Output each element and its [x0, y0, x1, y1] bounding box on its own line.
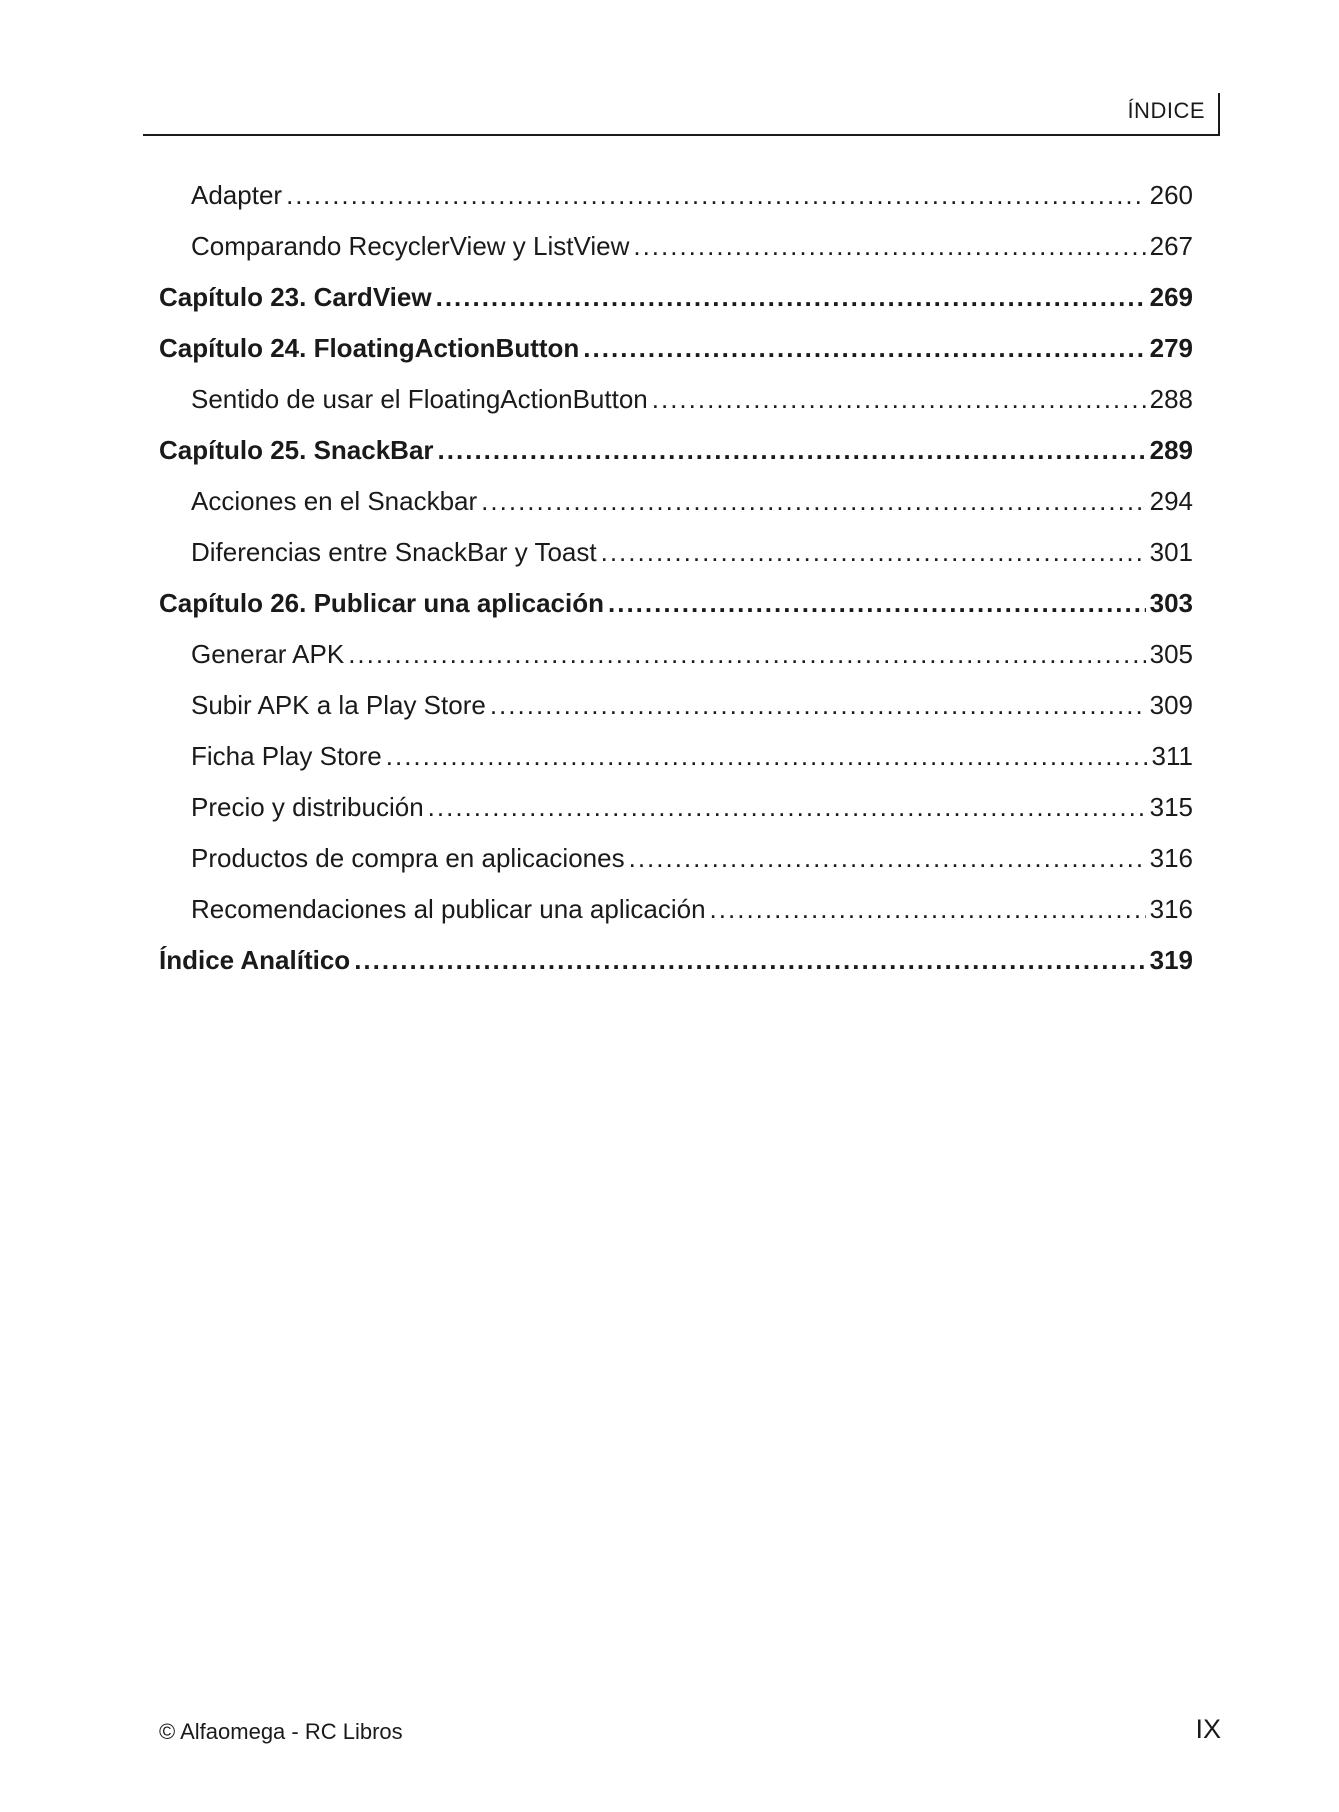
toc-section-entry[interactable]: [159, 884, 1193, 935]
toc-section-entry[interactable]: [159, 374, 1193, 425]
toc-dot-leader: [438, 425, 1146, 476]
toc-dot-leader: [601, 527, 1146, 578]
toc-dot-leader: [583, 323, 1145, 374]
toc-dot-leader: [608, 578, 1146, 629]
toc-dot-leader: [348, 629, 1145, 680]
toc-section-entry[interactable]: [159, 680, 1193, 731]
toc-section-entry[interactable]: [159, 527, 1193, 578]
toc-dot-leader: [428, 782, 1146, 833]
footer-copyright: © Alfaomega - RC Libros: [159, 1719, 403, 1744]
toc-section-entry[interactable]: [159, 221, 1193, 272]
toc-chapter-entry[interactable]: [159, 578, 1193, 629]
toc-entry-title: Capítulo 24. FloatingActionButton: [159, 333, 580, 363]
header-title: ÍNDICE: [1127, 98, 1205, 123]
toc-section-entry[interactable]: [159, 170, 1193, 221]
toc-dot-leader: [354, 935, 1145, 986]
toc-entry-title: Precio y distribución: [191, 792, 424, 822]
toc-entry-title: Comparando RecyclerView y ListView: [191, 231, 630, 261]
toc-entry-title: Generar APK: [191, 639, 345, 669]
toc-entry-page: 301: [1149, 537, 1193, 567]
toc-entry-page: 305: [1149, 639, 1193, 669]
toc-dot-leader: [710, 884, 1146, 935]
table-of-contents: [159, 170, 1193, 986]
toc-entry-page: 303: [1149, 588, 1193, 618]
toc-entry-title: Ficha Play Store: [191, 741, 382, 771]
toc-entry-page: 267: [1149, 231, 1193, 261]
toc-entry-page: 260: [1149, 180, 1193, 210]
toc-section-entry[interactable]: [159, 833, 1193, 884]
toc-entry-page: 316: [1149, 894, 1193, 924]
toc-dot-leader: [633, 221, 1145, 272]
toc-dot-leader: [652, 374, 1146, 425]
toc-entry-page: 294: [1149, 486, 1193, 516]
toc-entry-page: 315: [1149, 792, 1193, 822]
toc-section-entry[interactable]: [159, 629, 1193, 680]
toc-dot-leader: [436, 272, 1146, 323]
toc-section-entry[interactable]: [159, 731, 1193, 782]
toc-entry-title: Diferencias entre SnackBar y Toast: [191, 537, 597, 567]
toc-entry-page: 319: [1149, 945, 1193, 975]
toc-entry-title: Capítulo 26. Publicar una aplicación: [159, 588, 604, 618]
toc-section-entry[interactable]: [159, 782, 1193, 833]
toc-chapter-entry[interactable]: [159, 323, 1193, 374]
toc-dot-leader: [286, 170, 1146, 221]
toc-dot-leader: [481, 476, 1145, 527]
toc-entry-page: 289: [1149, 435, 1193, 465]
toc-chapter-entry[interactable]: [159, 935, 1193, 986]
toc-entry-title: Sentido de usar el FloatingActionButton: [191, 384, 648, 414]
header-divider: [1218, 93, 1220, 136]
toc-entry-page: 316: [1149, 843, 1193, 873]
toc-dot-leader: [490, 680, 1146, 731]
toc-entry-page: 311: [1151, 741, 1193, 771]
footer-page-number: IX: [1195, 1714, 1221, 1744]
toc-chapter-entry[interactable]: [159, 425, 1193, 476]
toc-entry-page: 279: [1149, 333, 1193, 363]
toc-entry-page: 309: [1149, 690, 1193, 720]
toc-entry-title: Índice Analítico: [159, 945, 351, 975]
toc-section-entry[interactable]: [159, 476, 1193, 527]
toc-dot-leader: [386, 731, 1148, 782]
toc-entry-title: Capítulo 23. CardView: [159, 282, 432, 312]
toc-dot-leader: [629, 833, 1146, 884]
toc-entry-title: Capítulo 25. SnackBar: [159, 435, 434, 465]
toc-entry-title: Adapter: [191, 180, 283, 210]
toc-entry-title: Subir APK a la Play Store: [191, 690, 486, 720]
toc-entry-title: Productos de compra en aplicaciones: [191, 843, 625, 873]
page-header: [143, 93, 1220, 136]
toc-entry-page: 269: [1149, 282, 1193, 312]
toc-entry-title: Acciones en el Snackbar: [191, 486, 478, 516]
toc-chapter-entry[interactable]: [159, 272, 1193, 323]
toc-entry-page: 288: [1149, 384, 1193, 414]
toc-entry-title: Recomendaciones al publicar una aplicación: [191, 894, 706, 924]
